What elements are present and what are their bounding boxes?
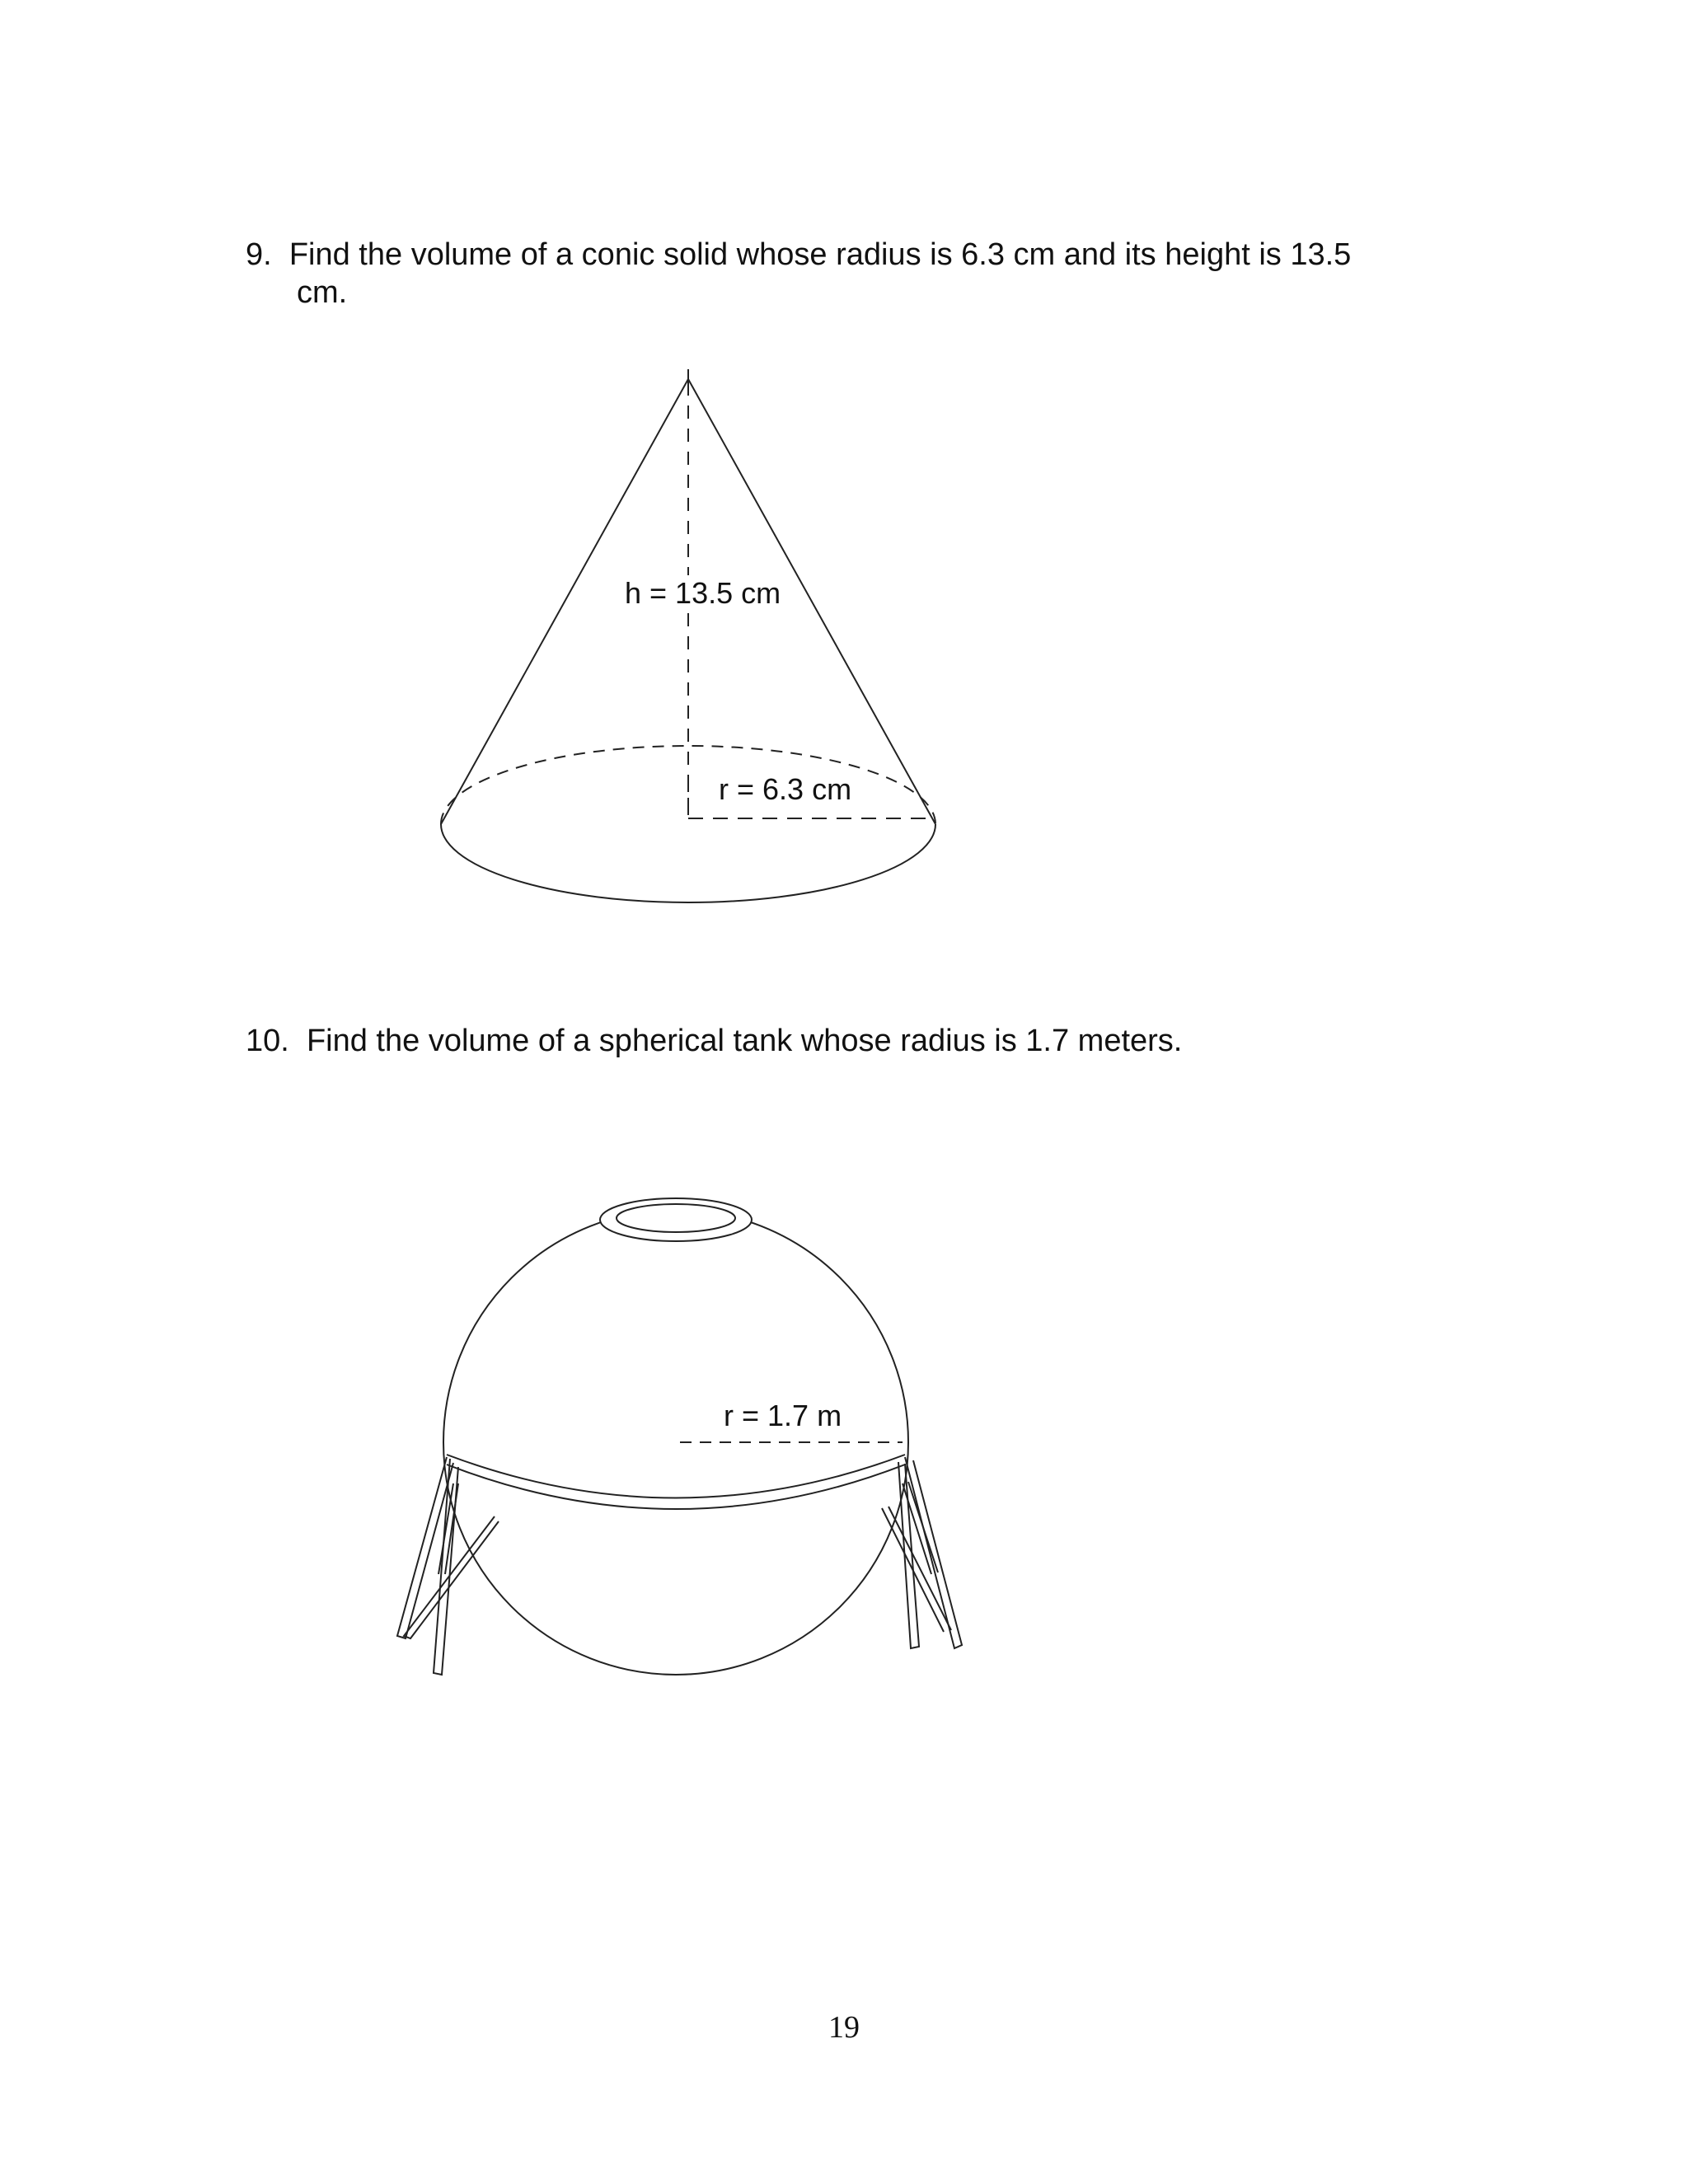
right-leg-back: [898, 1462, 919, 1648]
question-10-text-body: Find the volume of a spherical tank whose radius is 1.7 meters.: [306, 1024, 1183, 1058]
page-number: 19: [828, 2010, 860, 2045]
question-9-text-line1: Find the volume of a conic solid whose radius is 6.3 cm and its height is 13.5: [288, 237, 1352, 272]
spherical-tank-diagram: [387, 1187, 989, 1714]
question-9-text: [246, 236, 1351, 274]
height-label: h = 13.5 cm: [625, 576, 781, 610]
tank-equator-band-top: [447, 1455, 905, 1498]
tank-right-legs: [882, 1457, 962, 1648]
question-10-number: 10.: [246, 1024, 289, 1058]
question-9-text-line2: cm.: [297, 275, 348, 310]
cone-base-front-edge: [441, 824, 935, 902]
tank-radius-label: r = 1.7 m: [724, 1399, 842, 1432]
question-9-number: 9.: [246, 237, 272, 272]
left-leg-front: [397, 1457, 453, 1638]
radius-label: r = 6.3 cm: [719, 772, 852, 806]
cone-diagram: [429, 363, 973, 923]
question-10-text: [246, 1022, 1182, 1060]
tank-left-legs: [397, 1457, 499, 1675]
question-9-text-continued: [297, 274, 347, 312]
right-leg-front: [905, 1457, 962, 1648]
tank-equator-band-bottom: [447, 1465, 905, 1509]
